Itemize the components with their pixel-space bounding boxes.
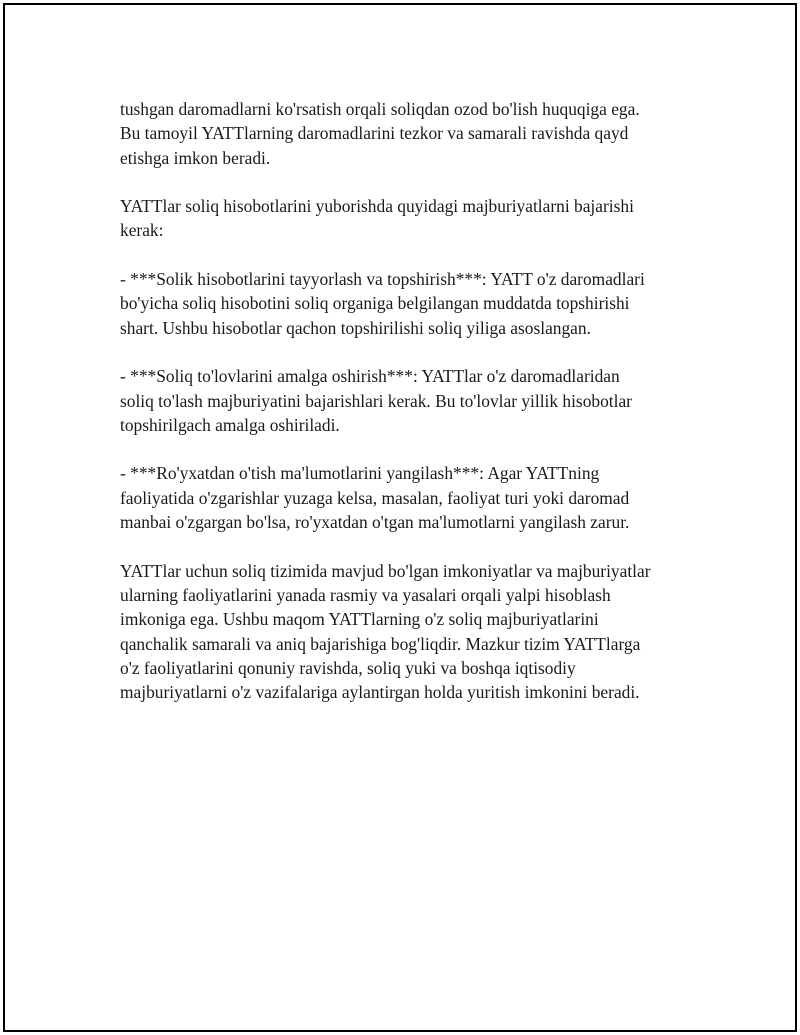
paragraph-3-list-item	[120, 267, 692, 340]
paragraph-2	[120, 194, 692, 243]
text-line: YATTlar uchun soliq tizimida mavjud bo'lgan imkoniyatlar va majburiyatlar	[120, 560, 651, 581]
text-line: tushgan daromadlarni ko'rsatish orqali soliqdan ozod bo'lish huquqiga ega.	[120, 99, 640, 119]
paragraph-6	[120, 559, 692, 705]
text-line: kerak:	[120, 220, 164, 241]
text-line: YATTlar soliq hisobotlarini yuborishda quyidagi majburiyatlarni bajarishi	[120, 196, 634, 217]
text-line: Bu tamoyil YATTlarning daromadlarini tezkor va samarali ravishda qayd	[120, 123, 629, 144]
text-line: o'z faoliyatlarini qonuniy ravishda, soliq yuki va boshqa iqtisodiy	[120, 657, 576, 678]
text-line: majburiyatlarni o'z vazifalariga aylantirgan holda yuritish imkonini beradi.	[120, 682, 640, 703]
text-line: topshirilgach amalga oshiriladi.	[120, 414, 340, 435]
text-line: etishga imkon beradi.	[120, 147, 271, 168]
text-line: faoliyatida o'zgarishlar yuzaga kelsa, masalan, faoliyat turi yoki daromad	[120, 487, 630, 508]
text-line: manbai o'zgargan bo'lsa, ro'yxatdan o'tgan ma'lumotlarni yangilash zarur.	[120, 512, 630, 533]
text-line: - ***Soliq to'lovlarini amalga oshirish***: YATTlar o'z daromadlaridan	[120, 366, 620, 387]
text-line: - ***Solik hisobotlarini tayyorlash va topshirish***: YATT o'z daromadlari	[120, 269, 645, 290]
paragraph-4-list-item	[120, 364, 692, 437]
text-line: soliq to'lash majburiyatini bajarishlari kerak. Bu to'lovlar yillik hisobotlar	[120, 390, 632, 411]
document-page	[3, 3, 797, 1032]
text-line: ularning faoliyatlarini yanada rasmiy va yasalari orqali yalpi hisoblash	[120, 584, 611, 605]
text-line: qanchalik samarali va aniq bajarishiga bog'liqdir. Mazkur tizim YATTlarga	[120, 633, 641, 654]
paragraph-5-list-item	[120, 461, 692, 534]
text-line: imkoniga ega. Ushbu maqom YATTlarning o'z soliq majburiyatlarini	[120, 609, 599, 630]
text-line: - ***Ro'yxatdan o'tish ma'lumotlarini yangilash***: Agar YATTning	[120, 463, 600, 484]
text-line: bo'yicha soliq hisobotini soliq organiga belgilangan muddatda topshirishi	[120, 293, 630, 314]
document-body	[120, 97, 692, 729]
text-line: shart. Ushbu hisobotlar qachon topshirilishi soliq yiliga asoslangan.	[120, 317, 591, 338]
paragraph-1	[120, 97, 692, 170]
